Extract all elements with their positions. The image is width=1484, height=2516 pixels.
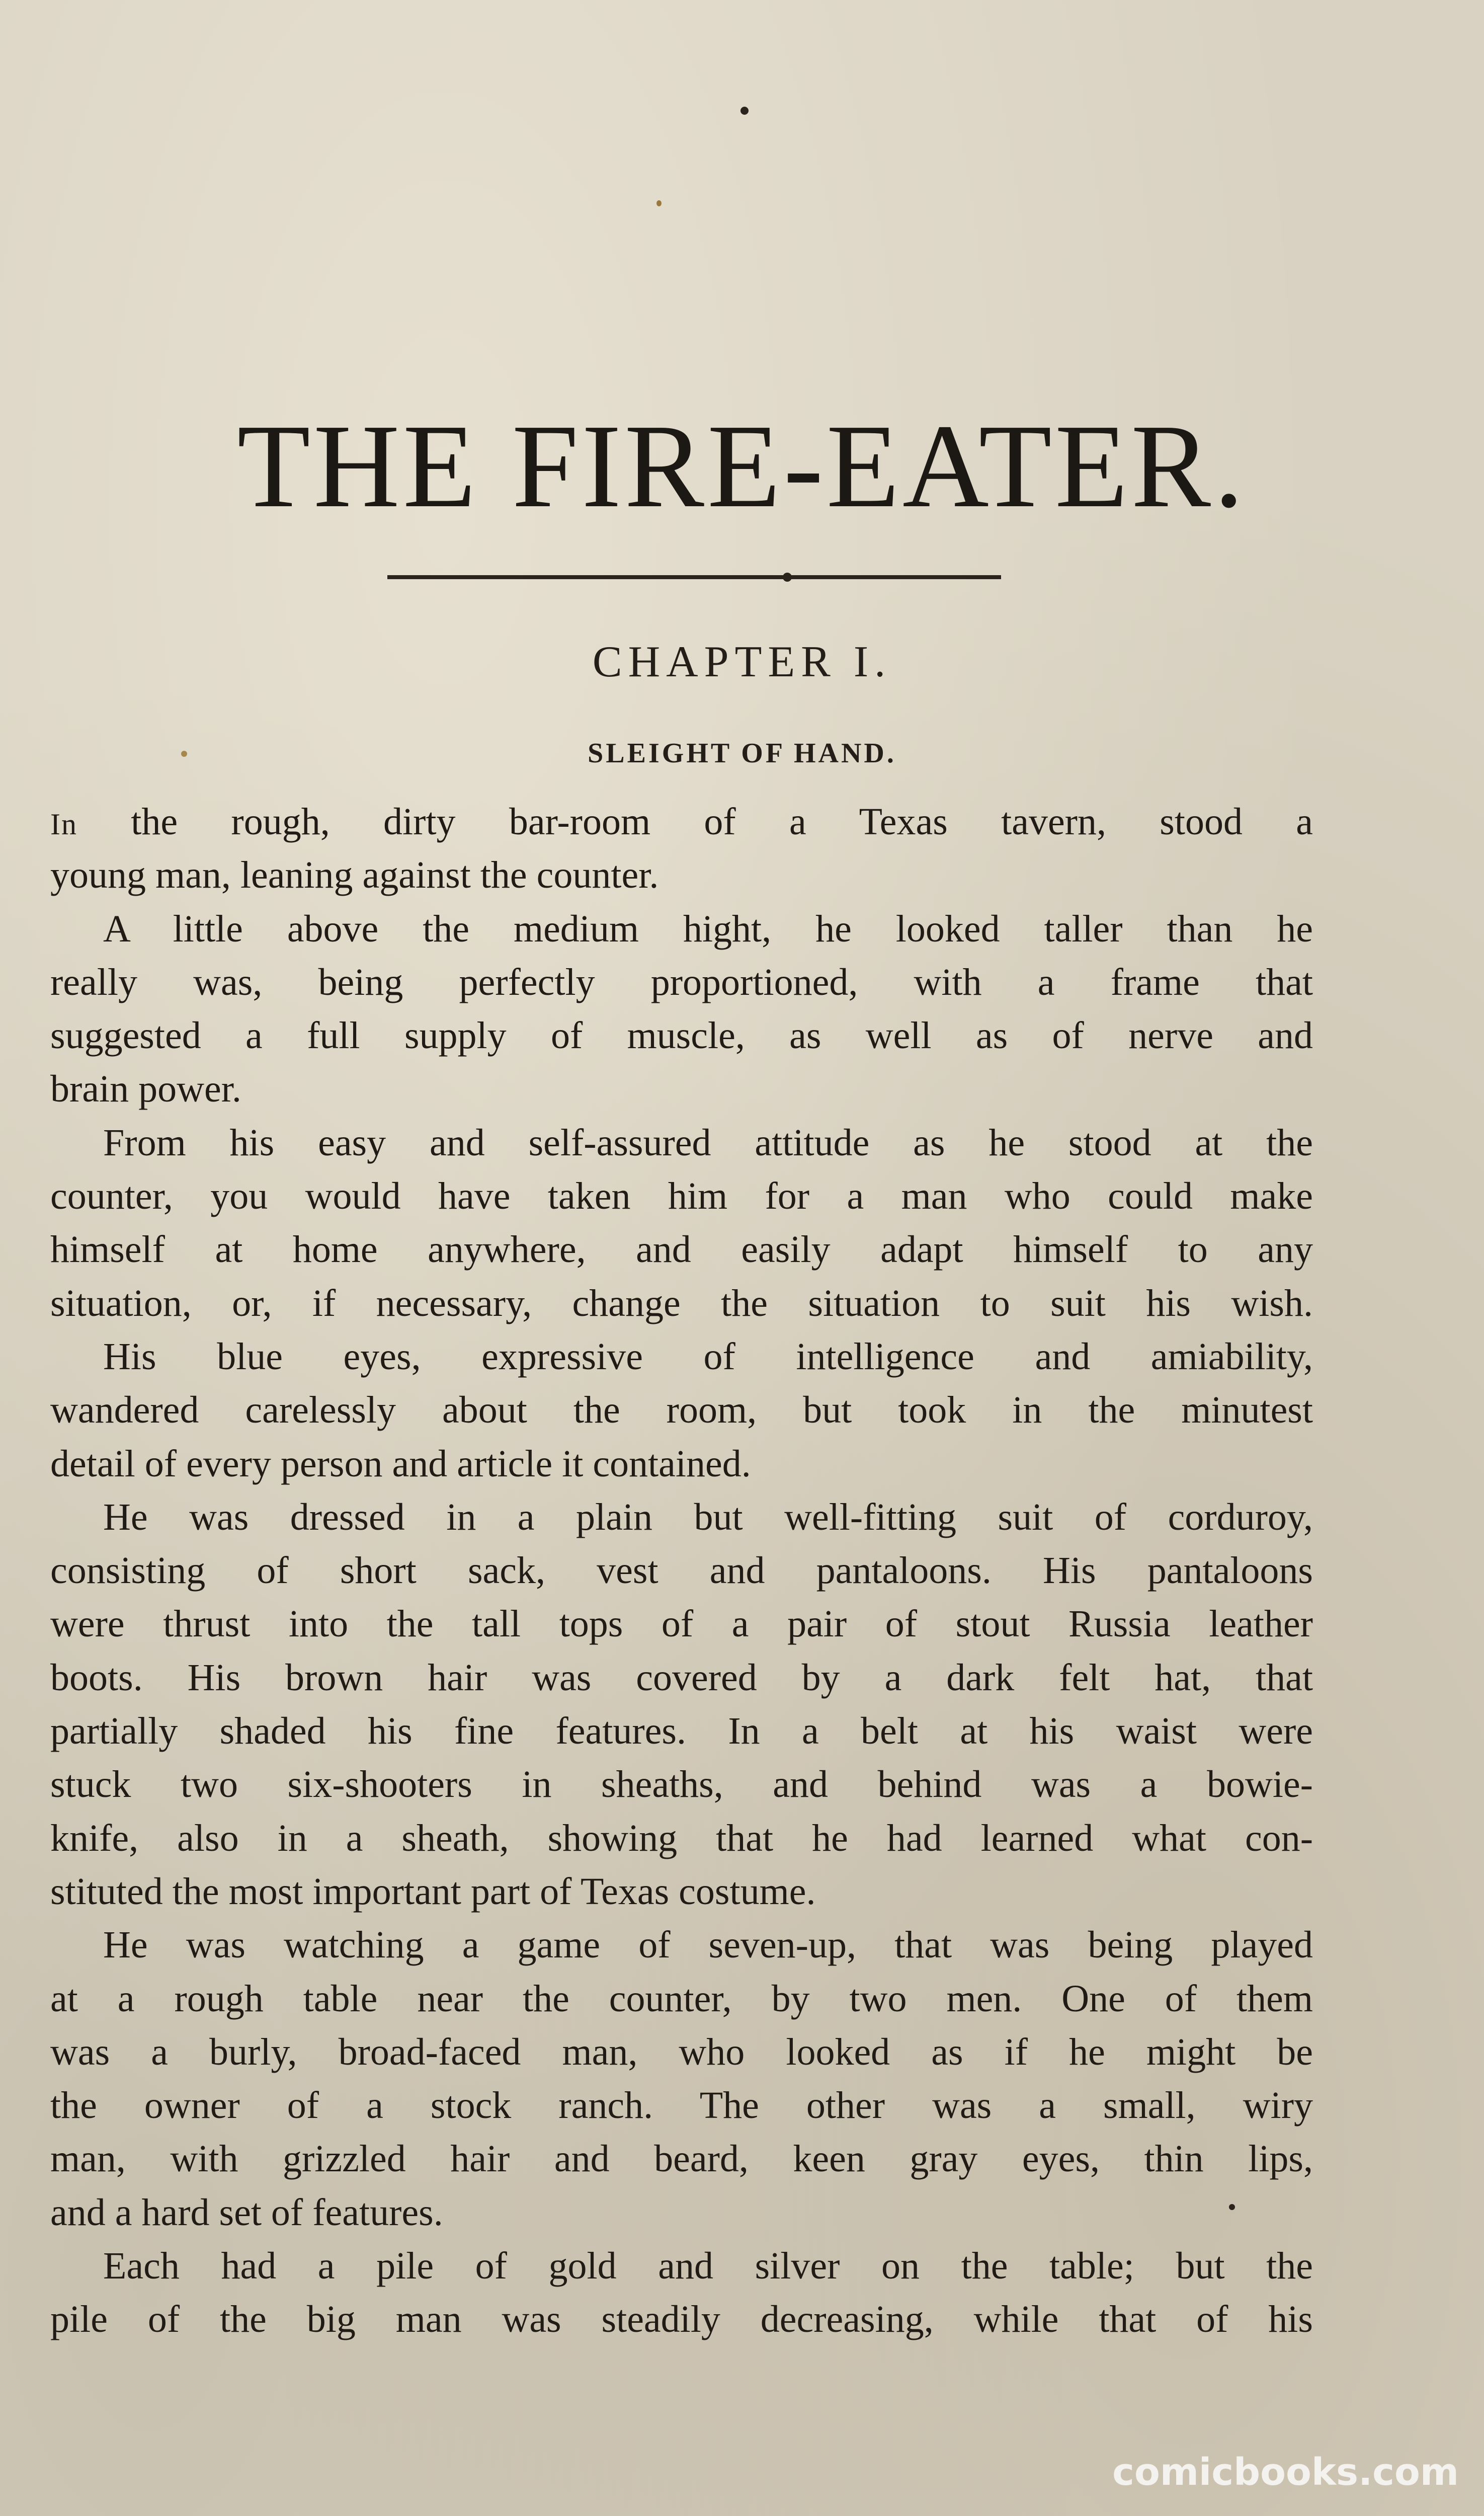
text-line: situation, or, if necessary, change the situation to suit his wish.	[50, 1282, 1313, 1324]
text-line-content: the rough, dirty bar-room of a Texas tavern, stood a	[131, 801, 1313, 843]
text-line: detail of every person and article it contained.	[50, 1442, 751, 1485]
chapter-heading: CHAPTER I.	[592, 638, 892, 686]
text-line: knife, also in a sheath, showing that he had learned what con-	[50, 1817, 1313, 1859]
text-line: brain power.	[50, 1068, 241, 1111]
text-line: were thrust into the tall tops of a pair of stout Russia leather	[50, 1603, 1313, 1645]
text-line: He was dressed in a plain but well-fitting suit of corduroy,	[103, 1496, 1313, 1538]
text-line: counter, you would have taken him for a man who could make	[50, 1175, 1313, 1218]
text-line: himself at home anywhere, and easily adapt himself to any	[50, 1228, 1313, 1271]
text-line: and a hard set of features.	[50, 2191, 443, 2234]
text-line: His blue eyes, expressive of intelligence and amiability,	[103, 1335, 1313, 1378]
text-line: at a rough table near the counter, by two men. One of them	[50, 1977, 1313, 2020]
text-line: From his easy and self-assured attitude as he stood at the	[103, 1121, 1313, 1164]
text-line: Each had a pile of gold and silver on the table; but the	[103, 2245, 1313, 2288]
text-line: man, with grizzled hair and beard, keen gray eyes, thin lips,	[50, 2138, 1313, 2180]
watermark-logo: comicbooks.com	[1112, 2451, 1459, 2494]
ink-speck	[740, 107, 749, 115]
text-line: really was, being perfectly proportioned, with a frame that	[50, 961, 1313, 1003]
text-line: wandered carelessly about the room, but took in the minutest	[50, 1389, 1313, 1432]
text-line: boots. His brown hair was covered by a dark felt hat, that	[50, 1656, 1313, 1699]
title-divider-ornament	[783, 573, 792, 582]
text-line: He was watching a game of seven-up, that was being played	[103, 1924, 1313, 1967]
text-line: stuck two six-shooters in sheaths, and behind was a bowie-	[50, 1763, 1313, 1806]
text-line: young man, leaning against the counter.	[50, 854, 659, 897]
book-title: THE FIRE-EATER.	[237, 400, 1247, 532]
first-word: In	[50, 808, 77, 841]
text-line: consisting of short sack, vest and pantaloons. His pantaloons	[50, 1549, 1313, 1592]
text-line: the owner of a stock ranch. The other was a small, wiry	[50, 2084, 1313, 2127]
title-divider	[387, 575, 1001, 579]
text-line: suggested a full supply of muscle, as well as of nerve and	[50, 1014, 1313, 1057]
chapter-body	[50, 795, 1313, 2346]
text-line: A little above the medium hight, he looked taller than he	[103, 907, 1313, 950]
text-line	[50, 795, 1313, 848]
ink-speck	[656, 200, 662, 206]
text-line: stituted the most important part of Texas costume.	[50, 1870, 816, 1913]
text-line: pile of the big man was steadily decreasing, while that of his	[50, 2298, 1313, 2341]
text-line: was a burly, broad-faced man, who looked as if he might be	[50, 2030, 1313, 2073]
text-line: partially shaded his fine features. In a belt at his waist were	[50, 1710, 1313, 1753]
chapter-subtitle: SLEIGHT OF HAND.	[588, 738, 896, 769]
